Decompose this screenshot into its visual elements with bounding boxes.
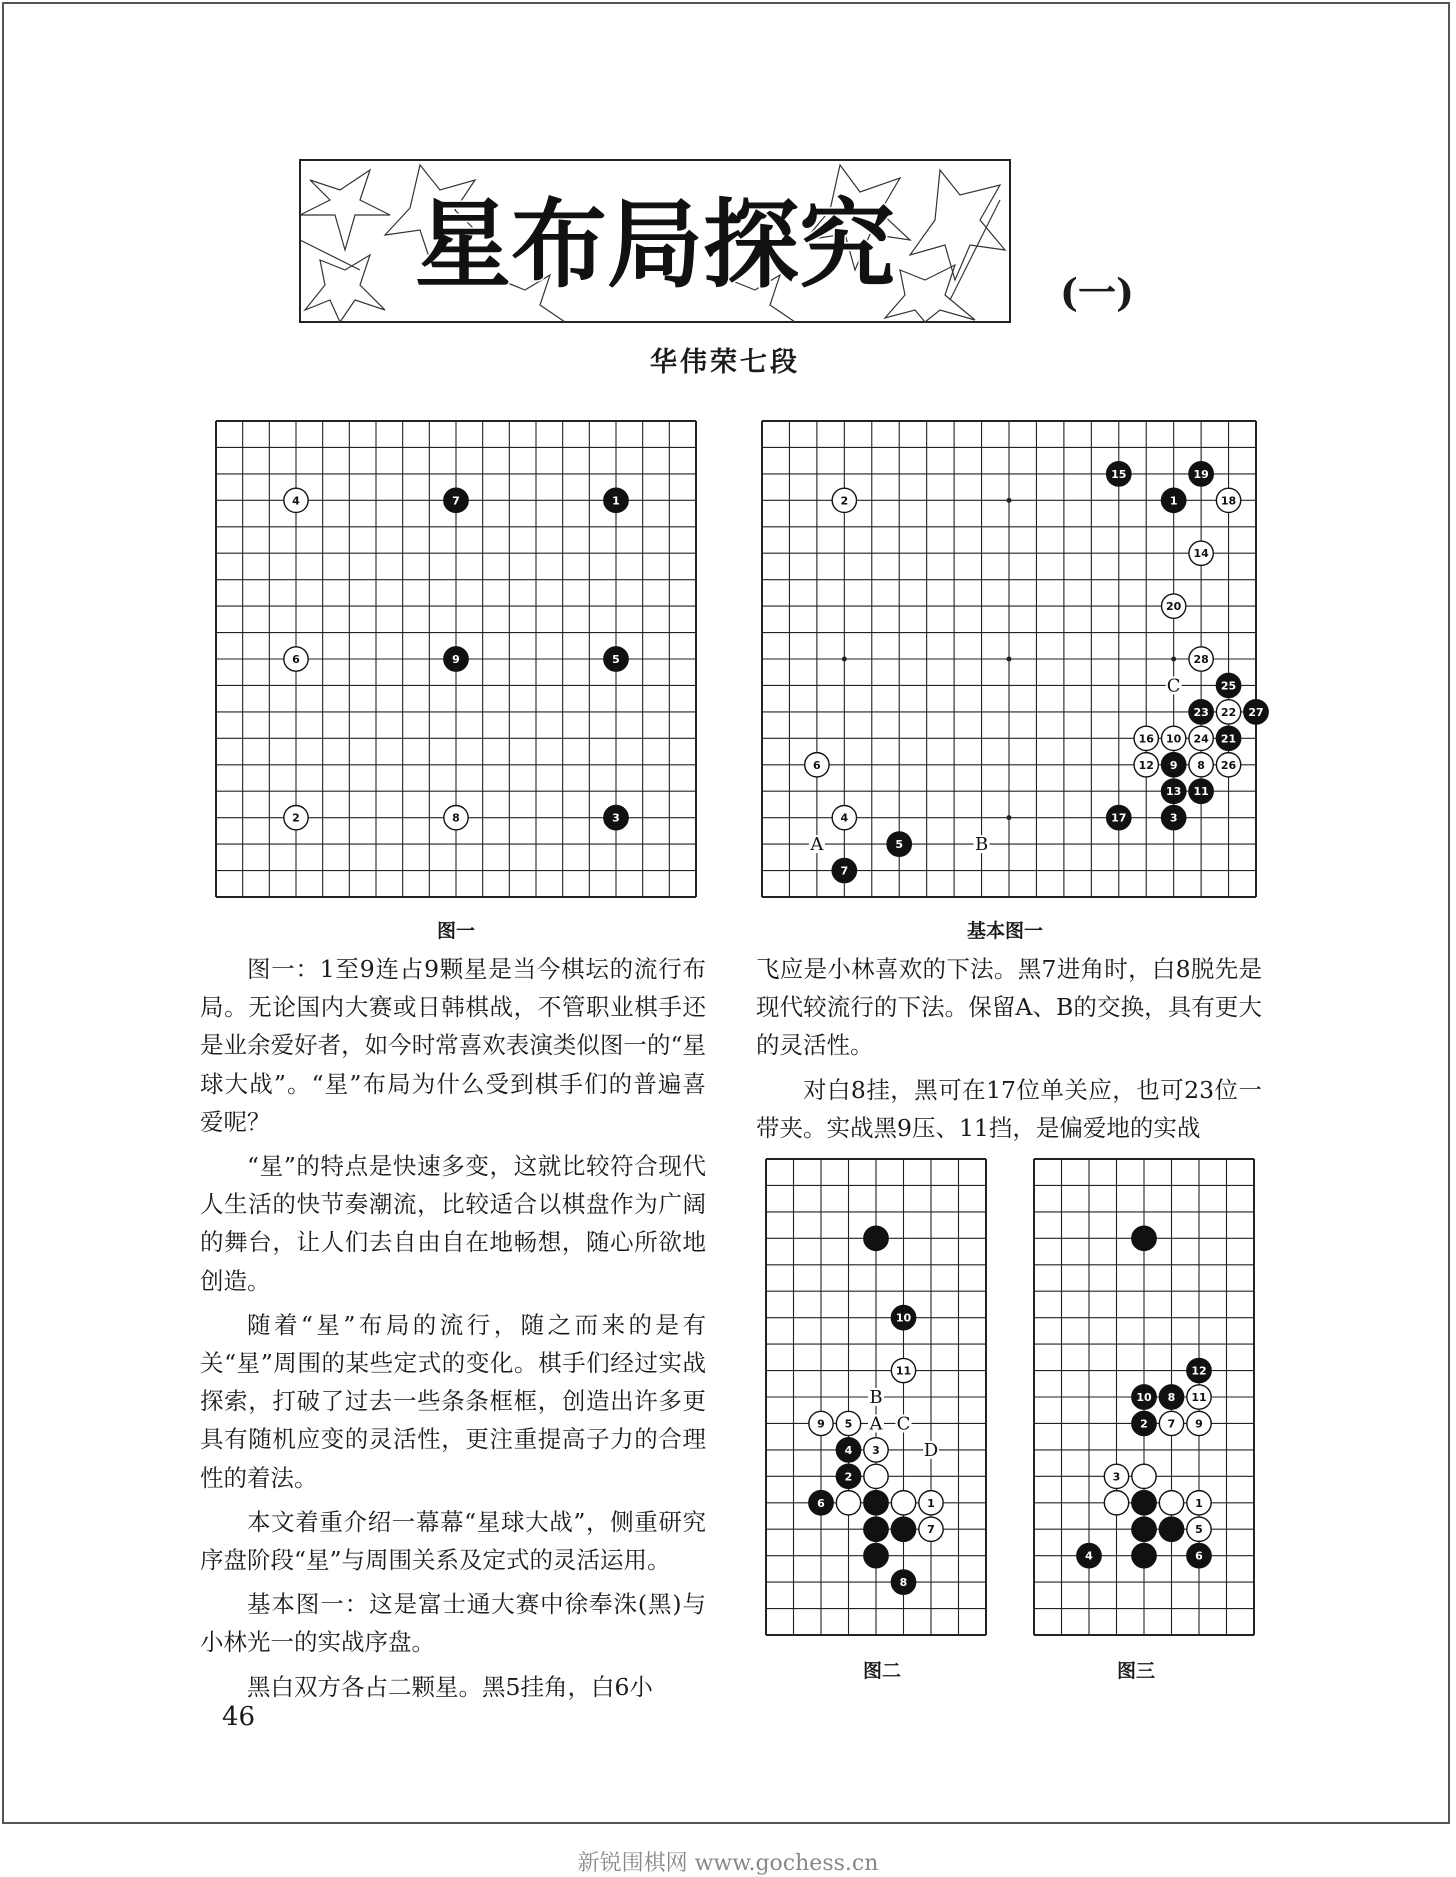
move-number: 15 xyxy=(1111,467,1127,481)
move-number: 5 xyxy=(1195,1523,1203,1537)
go-board-basic1 xyxy=(756,415,1262,903)
watermark: 新锐围棋网 www.gochess.cn xyxy=(577,1851,879,1876)
board-label: C xyxy=(896,1413,911,1435)
white-stone xyxy=(1216,700,1240,724)
black-stone xyxy=(1189,700,1213,724)
move-number: 17 xyxy=(1111,811,1127,825)
move-number: 11 xyxy=(1193,785,1209,799)
move-number: 2 xyxy=(844,1470,853,1484)
black-stone xyxy=(444,647,468,671)
move-number: 4 xyxy=(844,1443,853,1457)
white-stone xyxy=(284,488,308,512)
title-banner xyxy=(300,160,1010,322)
move-number: 7 xyxy=(452,494,460,508)
move-number: 9 xyxy=(1195,1417,1203,1431)
board-label: A xyxy=(810,834,824,856)
move-number: 2 xyxy=(1140,1417,1148,1431)
move-number: 18 xyxy=(1220,494,1237,508)
board-label: B xyxy=(974,834,989,856)
white-stone xyxy=(1187,1491,1211,1515)
black-stone xyxy=(1132,1517,1156,1541)
white-stone xyxy=(1134,753,1158,777)
move-number: 2 xyxy=(292,811,300,825)
paragraph: 黑白双方各占二颗星。黑5挂角，白6小 xyxy=(247,1672,653,1701)
black-stone xyxy=(1162,779,1186,803)
move-number: 1 xyxy=(1169,494,1178,508)
move-number: 21 xyxy=(1220,732,1237,746)
paragraph: 本文着重介绍一幕幕“星球大战”，侧重研究序盘阶段“星”与周围关系及定式的灵活运用。 xyxy=(200,1507,706,1575)
board-label: A xyxy=(869,1413,883,1435)
black-stone xyxy=(1132,1544,1156,1568)
black-stone xyxy=(1216,673,1240,697)
paragraph: 图一：1至9连占9颗星是当今棋坛的流行布局。无论国内大赛或日韩棋战，不管职业棋手还是业余爱好者，如今时常喜欢表演类似图一的“星球大战”。“星”布局为什么受到棋手们的普遍喜爱呢？ xyxy=(200,955,706,1136)
paragraph: 随着“星”布局的流行，随之而来的是有关“星”周围的某些定式的变化。棋手们经过实战探索，打破了过去一些条条框框，创造出许多更具有随机应变的灵活性，更注重提高子力的合理性的着法。 xyxy=(200,1310,706,1492)
white-stone xyxy=(284,806,308,830)
go-board-fig2 xyxy=(760,1153,992,1641)
white-stone xyxy=(1159,1411,1183,1435)
black-stone xyxy=(1216,726,1240,750)
star-point xyxy=(1171,657,1176,662)
move-number: 9 xyxy=(817,1417,825,1431)
black-stone xyxy=(887,832,911,856)
move-number: 20 xyxy=(1166,600,1182,614)
white-stone xyxy=(1189,726,1213,750)
star-point xyxy=(842,657,847,662)
caption-fig1: 图一 xyxy=(436,920,475,942)
move-number: 16 xyxy=(1138,732,1154,746)
paragraph: 对白8挂，黑可在17位单关应，也可23位一带夹。实战黑9压、11挡，是偏爱地的实战 xyxy=(756,1075,1262,1142)
star-point xyxy=(1007,815,1012,820)
white-stone xyxy=(1162,726,1186,750)
move-number: 5 xyxy=(612,653,620,666)
white-stone xyxy=(1104,1464,1128,1488)
black-stone xyxy=(836,1438,860,1462)
black-stone xyxy=(604,488,628,512)
white-stone xyxy=(1187,1385,1211,1409)
black-stone xyxy=(604,647,628,671)
move-number: 4 xyxy=(1085,1549,1093,1563)
go-board-fig3 xyxy=(1028,1153,1260,1641)
board-label: C xyxy=(1166,675,1181,697)
move-number: 6 xyxy=(817,1496,825,1510)
board-label: D xyxy=(923,1439,939,1461)
move-number: 19 xyxy=(1193,467,1209,481)
white-stone xyxy=(1189,541,1213,565)
black-stone xyxy=(864,1544,888,1568)
move-number: 7 xyxy=(1167,1417,1176,1431)
move-number: 8 xyxy=(1167,1391,1176,1404)
black-stone xyxy=(864,1226,888,1250)
star-point xyxy=(1007,657,1012,662)
move-number: 4 xyxy=(840,811,849,825)
move-number: 13 xyxy=(1166,785,1182,799)
black-stone xyxy=(1132,1385,1156,1409)
white-stone xyxy=(864,1464,888,1488)
move-number: 1 xyxy=(612,494,620,508)
move-number: 23 xyxy=(1193,705,1209,719)
caption-fig2: 图二 xyxy=(862,1660,901,1682)
black-stone xyxy=(604,806,628,830)
white-stone xyxy=(919,1517,943,1541)
caption-fig3: 图三 xyxy=(1116,1660,1155,1682)
black-stone xyxy=(1162,488,1186,512)
black-stone xyxy=(809,1491,833,1515)
move-number: 9 xyxy=(1169,758,1178,772)
move-number: 3 xyxy=(1112,1470,1121,1484)
white-stone xyxy=(1132,1464,1156,1488)
white-stone xyxy=(836,1491,860,1515)
move-number: 22 xyxy=(1220,705,1237,719)
move-number: 12 xyxy=(1138,758,1154,772)
paragraph: 飞应是小林喜欢的下法。黑7进角时，白8脱先是现代较流行的下法。保留A、B的交换，具有更大的灵活性。 xyxy=(756,955,1262,1060)
move-number: 12 xyxy=(1191,1364,1207,1378)
move-number: 6 xyxy=(292,653,300,666)
move-number: 4 xyxy=(292,494,300,508)
black-stone xyxy=(1187,1358,1211,1382)
author: 华伟荣七段 xyxy=(650,347,800,378)
white-stone xyxy=(1159,1491,1183,1515)
move-number: 5 xyxy=(844,1417,853,1431)
move-number: 8 xyxy=(1197,758,1205,772)
black-stone xyxy=(1189,462,1213,486)
black-stone xyxy=(1107,462,1131,486)
white-stone xyxy=(1216,753,1240,777)
paragraph: “星”的特点是快速多变，这就比较符合现代人生活的快节奏潮流，比较适合以棋盘作为广阔的舞台，让人们去自由自在地畅想，随心所欲地创造。 xyxy=(200,1152,706,1295)
black-stone xyxy=(891,1306,915,1330)
black-stone xyxy=(1107,806,1131,830)
move-number: 1 xyxy=(927,1496,935,1510)
move-number: 7 xyxy=(927,1523,935,1537)
black-stone xyxy=(1187,1544,1211,1568)
white-stone xyxy=(864,1438,888,1462)
go-board-fig1 xyxy=(210,415,702,903)
white-stone xyxy=(809,1411,833,1435)
title-text: 星布局探究 xyxy=(415,188,895,301)
move-number: 10 xyxy=(1166,732,1182,746)
white-stone xyxy=(832,806,856,830)
black-stone xyxy=(864,1491,888,1515)
black-stone xyxy=(836,1464,860,1488)
black-stone xyxy=(1159,1517,1183,1541)
white-stone xyxy=(836,1411,860,1435)
paragraph: 基本图一：这是富士通大赛中徐奉洙(黑)与小林光一的实战序盘。 xyxy=(200,1590,706,1657)
white-stone xyxy=(1162,594,1186,618)
black-stone xyxy=(864,1517,888,1541)
black-stone xyxy=(1159,1385,1183,1409)
move-number: 3 xyxy=(1169,811,1178,825)
white-stone xyxy=(891,1358,915,1382)
move-number: 24 xyxy=(1193,732,1209,746)
black-stone xyxy=(1244,700,1268,724)
black-stone xyxy=(1189,779,1213,803)
white-stone xyxy=(1104,1491,1128,1515)
black-stone xyxy=(1132,1491,1156,1515)
black-stone xyxy=(444,488,468,512)
board-label: B xyxy=(869,1387,883,1408)
white-stone xyxy=(1187,1517,1211,1541)
move-number: 2 xyxy=(840,494,849,508)
black-stone xyxy=(891,1517,915,1541)
move-number: 27 xyxy=(1248,705,1264,719)
black-stone xyxy=(891,1570,915,1594)
white-stone xyxy=(1216,488,1240,512)
move-number: 11 xyxy=(1191,1391,1207,1404)
move-number: 6 xyxy=(813,758,821,772)
page-number: 46 xyxy=(222,1702,256,1732)
white-stone xyxy=(1187,1411,1211,1435)
black-stone xyxy=(1132,1411,1156,1435)
white-stone xyxy=(832,488,856,512)
move-number: 14 xyxy=(1193,547,1209,561)
move-number: 10 xyxy=(1136,1391,1152,1404)
white-stone xyxy=(919,1491,943,1515)
black-stone xyxy=(1162,806,1186,830)
white-stone xyxy=(1189,647,1213,671)
move-number: 1 xyxy=(1195,1496,1203,1510)
move-number: 3 xyxy=(872,1443,880,1457)
move-number: 8 xyxy=(899,1576,908,1590)
white-stone xyxy=(1134,726,1158,750)
star-point xyxy=(1007,498,1012,503)
black-stone xyxy=(1077,1544,1101,1568)
move-number: 11 xyxy=(895,1364,912,1378)
white-stone xyxy=(284,647,308,671)
move-number: 28 xyxy=(1193,653,1209,666)
move-number: 26 xyxy=(1220,758,1237,772)
move-number: 10 xyxy=(895,1311,912,1325)
right-column xyxy=(756,950,1262,1153)
move-number: 5 xyxy=(895,838,904,852)
white-stone xyxy=(891,1491,915,1515)
white-stone xyxy=(444,806,468,830)
move-number: 25 xyxy=(1220,679,1237,693)
move-number: 9 xyxy=(452,653,460,666)
move-number: 6 xyxy=(1195,1549,1203,1563)
move-number: 8 xyxy=(452,811,460,825)
black-stone xyxy=(1132,1226,1156,1250)
series-number: (一) xyxy=(1060,270,1134,315)
black-stone xyxy=(1162,753,1186,777)
move-number: 3 xyxy=(612,811,620,825)
left-column xyxy=(200,950,706,1712)
black-stone xyxy=(832,858,856,882)
white-stone xyxy=(805,753,829,777)
white-stone xyxy=(1189,753,1213,777)
caption-basic1: 基本图一 xyxy=(966,920,1043,942)
move-number: 7 xyxy=(840,864,849,878)
